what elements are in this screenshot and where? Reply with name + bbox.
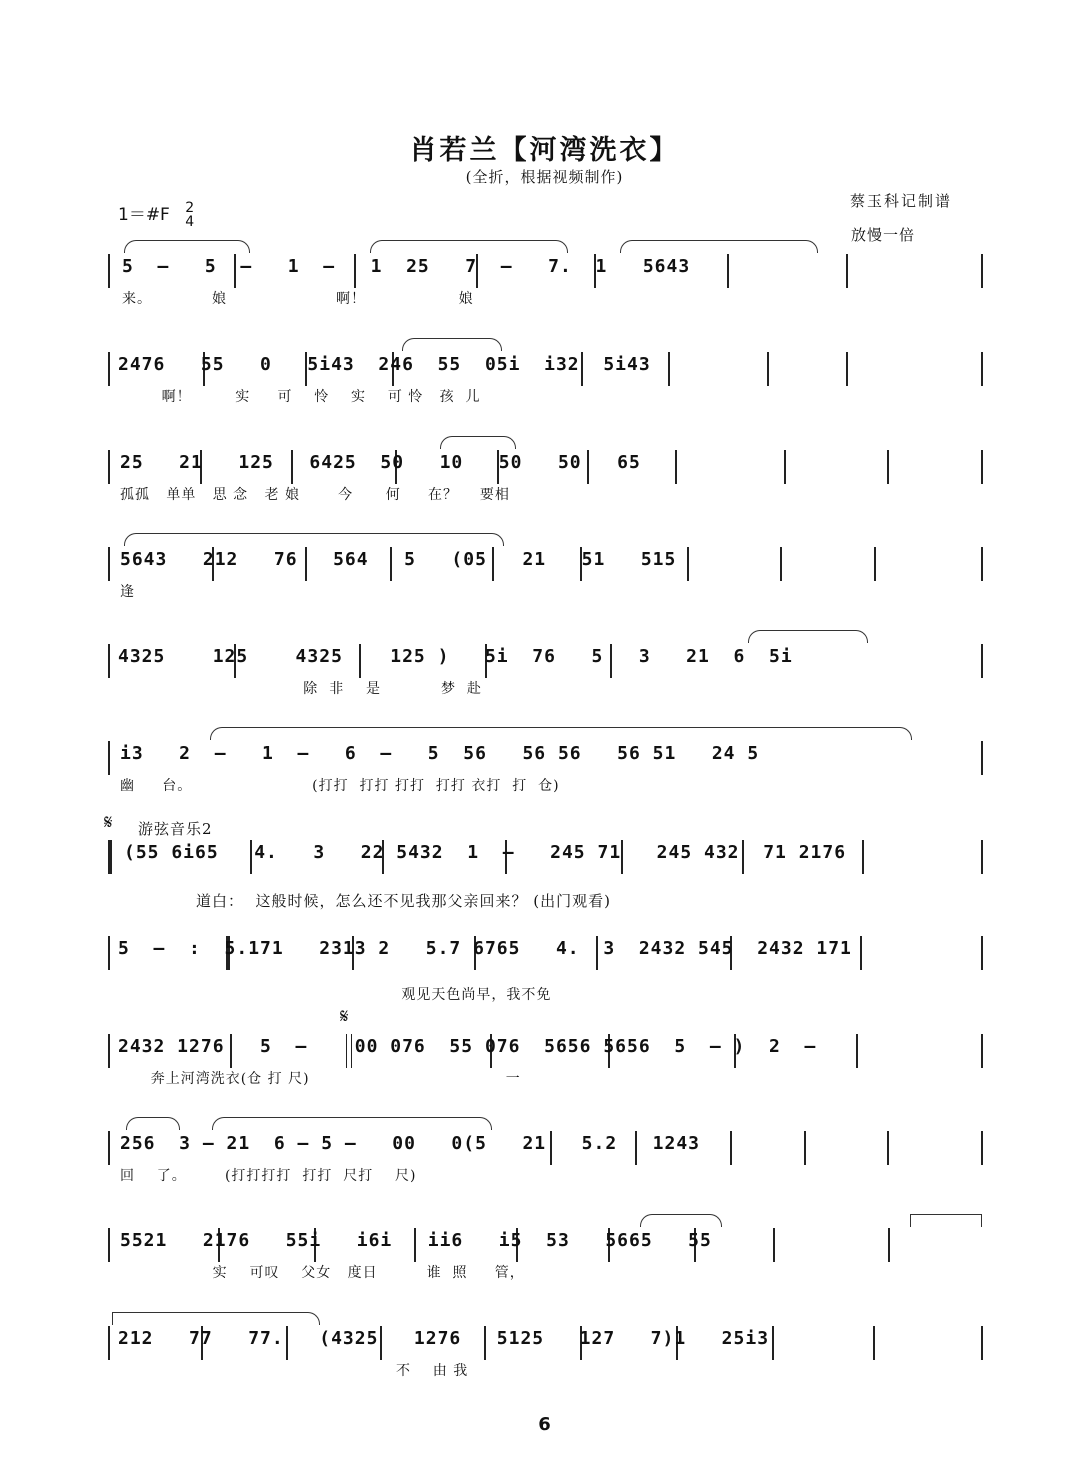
barline (108, 644, 110, 678)
lyrics-line: 奔上河湾洗衣(仓 打 尺) 一 (118, 1071, 521, 1087)
score-row-9 (0, 1020, 1089, 1118)
barline (981, 1034, 983, 1068)
segno-icon: 𝄋 (340, 1004, 349, 1028)
barline (888, 1228, 890, 1262)
slur (910, 1214, 982, 1227)
dialogue-text: 道白： 这般时候，怎么还不见我那父亲回来？ (出门观看) (196, 892, 612, 910)
barline (981, 450, 983, 484)
notes-line: 212 77 77. (4325 1276 5125 127 7)1 25i3 (118, 1328, 770, 1349)
barline (675, 450, 677, 484)
barline (860, 936, 862, 970)
barline (981, 547, 983, 581)
barline (981, 1326, 983, 1360)
notes-line: 256 3 – 21 6 – 5 – 00 0(5 21 5.2 1243 (120, 1133, 701, 1154)
notes-line: 2476 55 0 5i43 246 55 05i i32 5i43 (118, 354, 651, 375)
barline (784, 450, 786, 484)
notes-line: 5643 212 76 564 5 (05 21 51 515 (120, 549, 677, 570)
lyrics-line: 观见天色尚早，我不免 (118, 987, 552, 1003)
barline (108, 352, 110, 386)
score-row-12 (0, 1312, 1089, 1410)
barline (687, 547, 689, 581)
music-label: 游弦音乐2 (138, 820, 213, 838)
barline (862, 840, 864, 874)
barline (874, 547, 876, 581)
author-credit: 蔡玉科记制谱 (850, 192, 953, 210)
slur (126, 1117, 180, 1130)
barline (981, 741, 983, 775)
barline (780, 547, 782, 581)
slur (620, 240, 818, 253)
slur (124, 533, 504, 546)
notes-line: (55 6i65 4. 3 22 5432 1 – 245 71 245 432 71 2176 (124, 842, 847, 863)
page-title: 肖若兰【河湾洗衣】 (409, 135, 680, 166)
notes-line: 5521 2176 55i i6i ii6 i5 53 5665 55 (120, 1230, 712, 1251)
lyrics-line: 啊！ 实 可 怜 实 可 怜 孩 儿 (118, 389, 481, 405)
barline (981, 1131, 983, 1165)
barline (730, 1131, 732, 1165)
barline (773, 1228, 775, 1262)
notes-line: i3 2 – 1 – 6 – 5 56 56 56 56 51 24 5 (120, 743, 760, 764)
key-signature (118, 200, 194, 229)
barline (727, 254, 729, 288)
score-row-6 (0, 727, 1089, 825)
slur (112, 1312, 320, 1325)
segno-icon: 𝄋 (104, 810, 113, 834)
barline (804, 1131, 806, 1165)
barline (108, 1034, 110, 1068)
barline (981, 254, 983, 288)
barline (767, 352, 769, 386)
barline (108, 1131, 110, 1165)
notes-line: 5 – 5 – 1 – 1 25 7 – 7. 1 5643 (122, 256, 691, 277)
barline (981, 840, 983, 874)
barline (108, 450, 110, 484)
barline (846, 352, 848, 386)
slur (440, 436, 516, 449)
lyrics-line: 除 非 是 梦 赴 (118, 681, 482, 697)
page-number: 6 (538, 1414, 551, 1435)
barline (887, 450, 889, 484)
score-row-3 (0, 436, 1089, 534)
barline (887, 1131, 889, 1165)
notes-line: 2432 1276 5 – 00 076 55 076 5656 5656 5 – ) 2 – (118, 1036, 817, 1057)
barline (108, 547, 110, 581)
score-row-2 (0, 338, 1089, 436)
score-row-4 (0, 533, 1089, 631)
time-bottom: 4 (185, 214, 195, 230)
barline (108, 254, 110, 288)
time-signature (185, 201, 194, 229)
lyrics-line: 回 了。 (打打打打 打打 尺打 尺) (120, 1168, 417, 1184)
lyrics-line: 来。 娘 啊！ 娘 (122, 291, 474, 307)
barline (846, 254, 848, 288)
barline (981, 936, 983, 970)
barline (873, 1326, 875, 1360)
repeat-start-barline (108, 840, 112, 874)
barline (108, 1228, 110, 1262)
lyrics-line: 不 由 我 (118, 1363, 469, 1379)
slur (210, 727, 912, 740)
barline (772, 1326, 774, 1360)
barline (981, 352, 983, 386)
barline (108, 936, 110, 970)
barline (108, 1326, 110, 1360)
slur (640, 1214, 722, 1227)
tempo-marking: 放慢一倍 (851, 226, 916, 244)
slur (748, 630, 868, 643)
page-subtitle: (全折，根据视频制作) (465, 168, 624, 186)
score-row-5 (0, 630, 1089, 728)
lyrics-line: 孤孤 单单 思 念 老 娘 今 何 在？ 要相 (120, 487, 510, 503)
score-row-11 (0, 1214, 1089, 1312)
score-row-8 (0, 922, 1089, 1020)
slur (212, 1117, 492, 1130)
notes-line: 25 21 125 6425 50 10 50 50 65 (120, 452, 641, 473)
score-row-10 (0, 1117, 1089, 1215)
slur (370, 240, 568, 253)
lyrics-line: 实 可叹 父女 度日 谁 照 管， (120, 1265, 525, 1281)
slur (402, 338, 502, 351)
key-label: 1＝#F (118, 205, 170, 225)
lyrics-line: 逢 (120, 584, 135, 600)
barline (856, 1034, 858, 1068)
time-top: 2 (185, 200, 195, 216)
barline (981, 644, 983, 678)
notes-line: 5 – : 5.171 2313 2 5.7 6765 4. 3 2432 545 2432 171 (118, 938, 852, 959)
barline (108, 741, 110, 775)
notes-line: 4325 125 4325 125 ) 5i 76 5 3 21 6 5i (118, 646, 793, 667)
slur (124, 240, 250, 253)
lyrics-line: 幽 台。 (打打 打打 打打 打打 衣打 打 仓) (120, 778, 560, 794)
barline (668, 352, 670, 386)
score-row-1 (0, 240, 1089, 338)
